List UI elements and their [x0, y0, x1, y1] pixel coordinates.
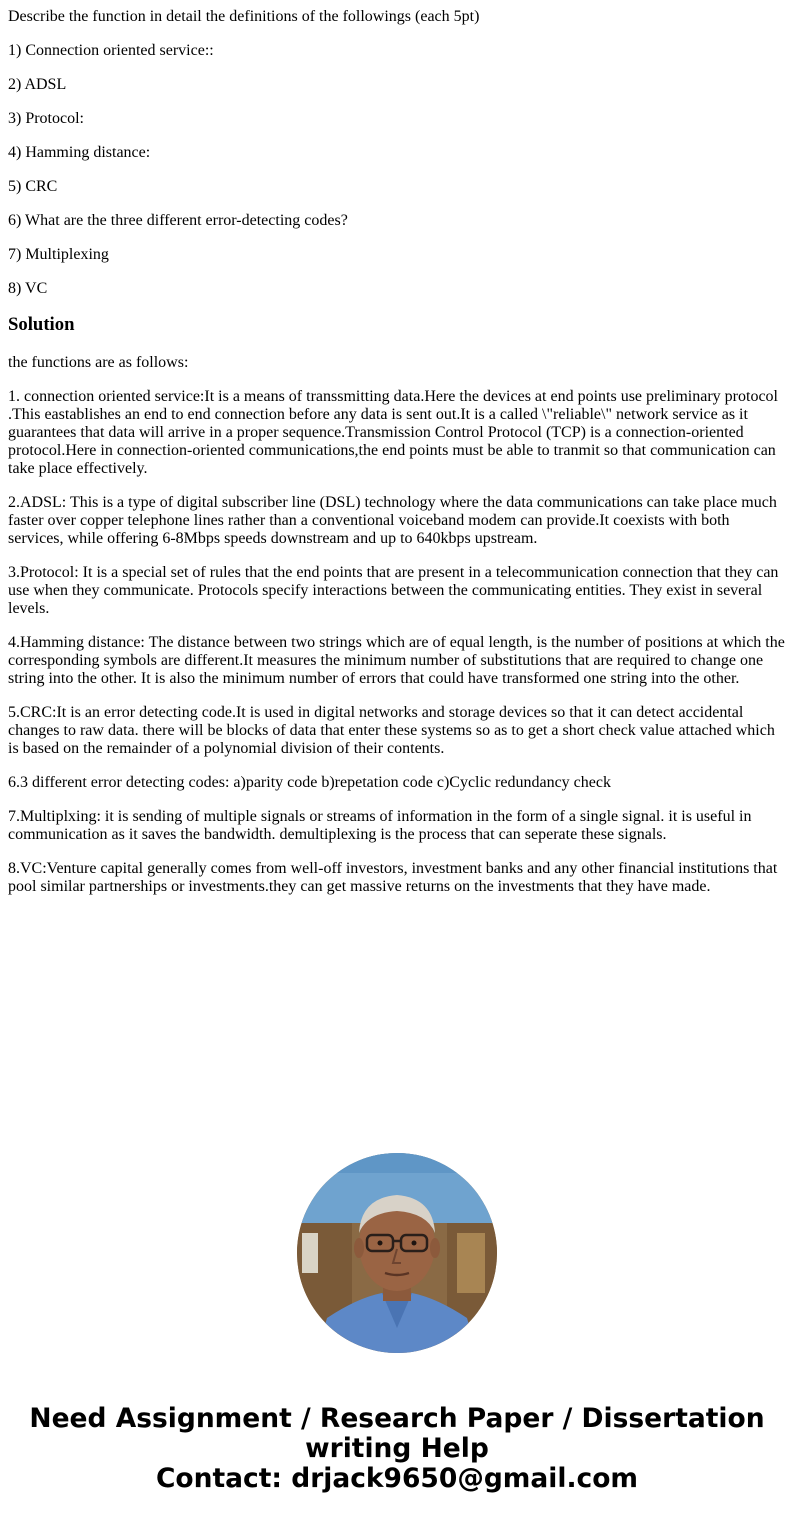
question-section — [8, 8, 786, 298]
question-item: 2) ADSL — [8, 76, 67, 93]
answer-paragraph: 3.Protocol: It is a special set of rules that the end points that are present in a telecommunication connection that they can use when they communicate. Protocols specify interactions between the communicating entities. They exist in several levels. — [8, 564, 779, 617]
question-item: 6) What are the three different error-detecting codes? — [8, 212, 348, 229]
question-item: 5) CRC — [8, 178, 58, 195]
promo-banner — [0, 1404, 794, 1494]
question-item: 4) Hamming distance: — [8, 144, 151, 161]
solution-heading: Solution — [8, 314, 75, 335]
question-item: 1) Connection oriented service:: — [8, 42, 214, 59]
answer-paragraph: 2.ADSL: This is a type of digital subscriber line (DSL) technology where the data communications can take place much faster over copper telephone lines rather than a conventional voiceband modem can provide.It coexists with both services, while offering 6-8Mbps speeds downstream and up to 640kbps upstream. — [8, 494, 777, 547]
answer-paragraph: 4.Hamming distance: The distance between two strings which are of equal length, is the number of positions at which the corresponding symbols are different.It measures the minimum number of substitutions that are required to change one string into the other. It is also the minimum number of errors that could have transformed one string into the other. — [8, 634, 785, 687]
question-item: 3) Protocol: — [8, 110, 84, 127]
solution-intro: the functions are as follows: — [8, 354, 189, 371]
answer-paragraph: 6.3 different error detecting codes: a)parity code b)repetation code c)Cyclic redundancy check — [8, 774, 611, 791]
document-body — [8, 0, 786, 912]
promo-line: writing Help — [305, 1433, 489, 1464]
question-item: 8) VC — [8, 280, 48, 297]
author-avatar — [297, 1153, 497, 1353]
answer-paragraph: 5.CRC:It is an error detecting code.It is used in digital networks and storage devices so that it can detect accidental changes to raw data. there will be blocks of data that enter these systems so as to get a short check value attached which is based on the remainder of a polynomial division of their contents. — [8, 704, 775, 757]
question-item: 7) Multiplexing — [8, 246, 109, 263]
answer-paragraph: 8.VC:Venture capital generally comes from well-off investors, investment banks and any other financial institutions that pool similar partnerships or investments.they can get massive returns on the investments that they have made. — [8, 860, 778, 895]
promo-line: Need Assignment / Research Paper / Dissertation — [29, 1403, 765, 1434]
solution-section — [8, 314, 786, 896]
question-intro: Describe the function in detail the definitions of the followings (each 5pt) — [8, 8, 480, 25]
avatar-portrait — [297, 1153, 497, 1353]
answer-paragraph: 7.Multiplxing: it is sending of multiple signals or streams of information in the form of a single signal. it is useful in communication as it saves the bandwidth. demultiplexing is the process that can seperate these signals. — [8, 808, 752, 843]
answer-paragraph: 1. connection oriented service:It is a means of transsmitting data.Here the devices at end points use preliminary protocol .This eastablishes an end to end connection before any data is sent out.It is a called \"reliable\" network service as it guarantees that data will arrive in a proper sequence.Transmission Control Protocol (TCP) is a connection-oriented protocol.Here in connection-oriented communications,the end points must be able to tranmit so that communication can take place effectively. — [8, 388, 778, 477]
promo-contact: Contact: drjack9650@gmail.com — [155, 1463, 639, 1494]
